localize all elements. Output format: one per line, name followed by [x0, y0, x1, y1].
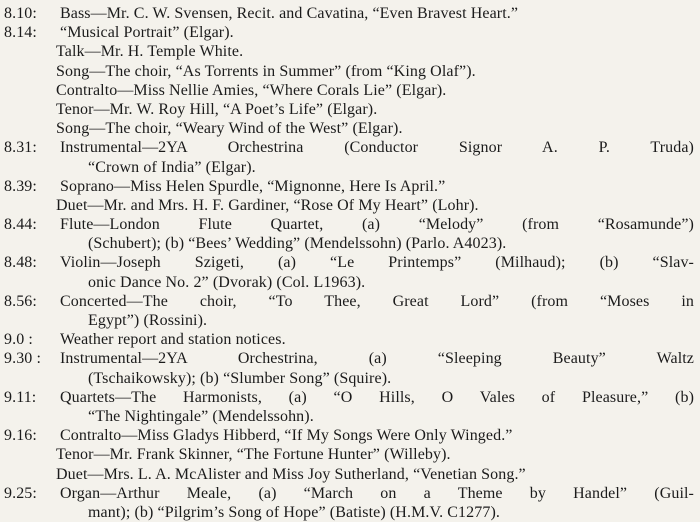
program-entry: [4, 215, 694, 234]
entry-text: Contralto—Miss Gladys Hibberd, “If My Songs Were Only Winged.”: [60, 427, 513, 445]
entry-text: mant); (b) “Pilgrim’s Song of Hope” (Batiste) (H.M.V. C1277).: [88, 503, 500, 521]
entry-time: 9.0 :: [4, 331, 33, 349]
program-entry-continuation: [4, 311, 694, 330]
program-entry-continuation: [4, 158, 694, 177]
program-entry: [4, 330, 694, 349]
program-entry-continuation: [4, 119, 694, 138]
entry-text: Song—The choir, “As Torrents in Summer” (from “King Olaf”).: [56, 62, 476, 80]
program-entry-continuation: [4, 369, 694, 388]
entry-text: Tenor—Mr. W. Roy Hill, “A Poet’s Life” (Elgar).: [56, 100, 378, 118]
entry-time: 8.48:: [4, 254, 37, 272]
entry-time: 9.11:: [4, 388, 37, 406]
entry-text: Organ—Arthur Meale, (a) “March on a Theme by Handel” (Guil-: [60, 484, 694, 502]
entry-time: 8.14:: [4, 24, 37, 42]
program-entry-continuation: [4, 445, 694, 464]
entry-text: (Tschaikowsky); (b) “Slumber Song” (Squire).: [88, 369, 392, 387]
entry-text: Concerted—The choir, “To Thee, Great Lord” (from “Moses in: [60, 292, 694, 310]
entry-text: Flute—London Flute Quartet, (a) “Melody” (from “Rosamunde”): [60, 216, 694, 234]
entry-text: Egypt”) (Rossini).: [88, 312, 208, 329]
program-entry: [4, 253, 694, 272]
entry-text: Bass—Mr. C. W. Svensen, Recit. and Cavatina, “Even Bravest Heart.”: [60, 5, 519, 22]
entry-text: Soprano—Miss Helen Spurdle, “Mignonne, Here Is April.”: [60, 177, 446, 195]
entry-text: Weather report and station notices.: [60, 331, 286, 349]
program-entry: [4, 292, 694, 311]
entry-text: “The Nightingale” (Mendelssohn).: [88, 407, 314, 425]
entry-time: 8.56:: [4, 292, 37, 310]
entry-text: Duet—Mrs. L. A. McAlister and Miss Joy Sutherland, “Venetian Song.”: [56, 465, 526, 483]
program-entry-continuation: [4, 42, 694, 61]
entry-text: “Crown of India” (Elgar).: [88, 158, 256, 176]
entry-text: (Schubert); (b) “Bees’ Wedding” (Mendelssohn) (Parlo. A4023).: [88, 235, 507, 253]
program-entry: [4, 138, 694, 157]
entry-time: 8.10:: [4, 5, 37, 22]
entry-text: onic Dance No. 2” (Dvorak) (Col. L1963).: [88, 273, 366, 291]
program-entry-continuation: [4, 62, 694, 81]
entry-time: 8.44:: [4, 216, 37, 234]
program-entry-continuation: [4, 234, 694, 253]
program-entry-continuation: [4, 465, 694, 484]
program-entry-continuation: [4, 273, 694, 292]
entry-time: 9.30 :: [4, 350, 42, 368]
entry-text: “Musical Portrait” (Elgar).: [60, 24, 234, 42]
entry-text: Contralto—Miss Nellie Amies, “Where Corals Lie” (Elgar).: [56, 81, 447, 99]
program-entry: [4, 177, 694, 196]
entry-text: Tenor—Mr. Frank Skinner, “The Fortune Hunter” (Willeby).: [56, 446, 451, 464]
entry-text: Instrumental—2YA Orchestrina (Conductor Signor A. P. Truda): [60, 139, 694, 157]
program-entry-continuation: [4, 407, 694, 426]
entry-text: Duet—Mr. and Mrs. H. F. Gardiner, “Rose Of My Heart” (Lohr).: [56, 196, 479, 214]
entry-text: Quartets—The Harmonists, (a) “O Hills, O Vales of Pleasure,” (b): [60, 388, 694, 406]
entry-text: Talk—Mr. H. Temple White.: [56, 43, 244, 61]
program-entry: [4, 484, 694, 503]
entry-text: Song—The choir, “Weary Wind of the West” (Elgar).: [56, 120, 403, 138]
entry-text: Violin—Joseph Szigeti, (a) “Le Printemps” (Milhaud); (b) “Slav-: [60, 254, 694, 272]
entry-time: 8.39:: [4, 177, 37, 195]
entry-time: 8.31:: [4, 139, 37, 157]
entry-text: Instrumental—2YA Orchestrina, (a) “Sleeping Beauty” Waltz: [60, 350, 694, 368]
program-entry-continuation: [4, 196, 694, 215]
program-entry-continuation: [4, 81, 694, 100]
program-entry: [4, 388, 694, 407]
program-entry-continuation: [4, 100, 694, 119]
program-entry-continuation: [4, 503, 694, 522]
entry-time: 9.16:: [4, 427, 37, 445]
program-entry: [4, 349, 694, 368]
program-entry: [4, 426, 694, 445]
entry-time: 9.25:: [4, 484, 37, 502]
program-entry: [4, 4, 694, 23]
program-entry: [4, 23, 694, 42]
